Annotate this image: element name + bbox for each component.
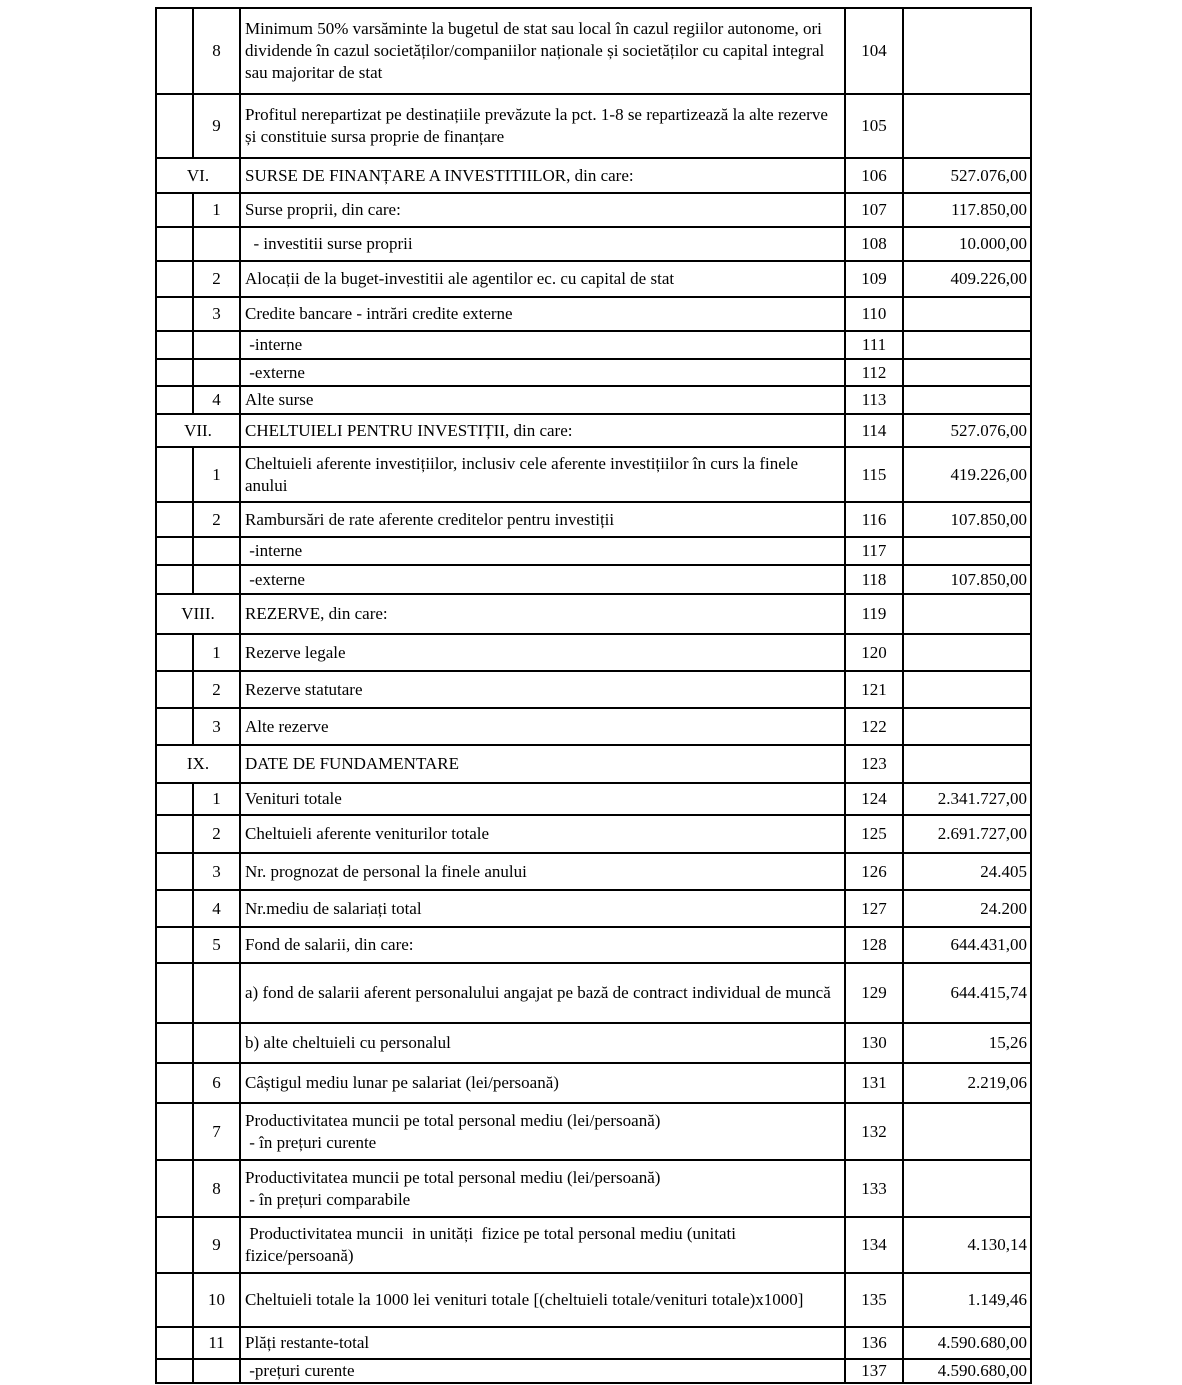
table-row	[156, 708, 1031, 745]
item-number-cell	[193, 1359, 240, 1383]
description-cell: - investitii surse proprii	[240, 227, 845, 261]
description-cell: Alocații de la buget-investitii ale agentilor ec. cu capital de stat	[240, 261, 845, 297]
description-cell: REZERVE, din care:	[240, 594, 845, 634]
description-cell: Cheltuieli totale la 1000 lei venituri totale [(cheltuieli totale/venituri totale)x1000]	[240, 1273, 845, 1327]
row-code-cell: 131	[845, 1063, 903, 1103]
description-cell: Productivitatea muncii pe total personal mediu (lei/persoană) - în prețuri comparabile	[240, 1160, 845, 1217]
item-number-cell: 4	[193, 890, 240, 927]
item-number-cell: 8	[193, 1160, 240, 1217]
row-code-cell: 130	[845, 1023, 903, 1063]
table-row	[156, 890, 1031, 927]
section-cell: VI.	[156, 158, 240, 193]
description-cell: Fond de salarii, din care:	[240, 927, 845, 963]
row-code-cell: 106	[845, 158, 903, 193]
description-cell: Profitul nerepartizat pe destinațiile prevăzute la pct. 1-8 se repartizează la alte rezerve și constituie sursa proprie de finanțare	[240, 94, 845, 158]
description-cell: Alte rezerve	[240, 708, 845, 745]
item-number-cell: 2	[193, 671, 240, 708]
value-cell: 117.850,00	[903, 193, 1031, 227]
value-cell: 24.200	[903, 890, 1031, 927]
table-row	[156, 745, 1031, 783]
section-cell	[156, 1217, 193, 1273]
row-code-cell: 119	[845, 594, 903, 634]
section-cell	[156, 671, 193, 708]
table-row	[156, 1063, 1031, 1103]
description-cell: Surse proprii, din care:	[240, 193, 845, 227]
section-cell	[156, 502, 193, 537]
row-code-cell: 124	[845, 783, 903, 815]
row-code-cell: 115	[845, 447, 903, 502]
section-cell	[156, 537, 193, 565]
description-cell: CHELTUIELI PENTRU INVESTIȚII, din care:	[240, 414, 845, 447]
item-number-cell: 6	[193, 1063, 240, 1103]
row-code-cell: 126	[845, 853, 903, 890]
row-code-cell: 110	[845, 297, 903, 331]
description-cell: Minimum 50% varsăminte la bugetul de stat sau local în cazul regiilor autonome, ori dividende în cazul societăților/companiilor naționale și societăților cu capital integral sau majoritar de stat	[240, 8, 845, 94]
table-row	[156, 537, 1031, 565]
row-code-cell: 114	[845, 414, 903, 447]
item-number-cell: 1	[193, 783, 240, 815]
row-code-cell: 136	[845, 1327, 903, 1359]
section-cell	[156, 708, 193, 745]
item-number-cell: 9	[193, 94, 240, 158]
section-cell	[156, 193, 193, 227]
section-cell	[156, 1359, 193, 1383]
row-code-cell: 122	[845, 708, 903, 745]
value-cell	[903, 386, 1031, 414]
section-cell	[156, 227, 193, 261]
item-number-cell	[193, 331, 240, 359]
row-code-cell: 133	[845, 1160, 903, 1217]
budget-table	[155, 7, 1032, 1384]
row-code-cell: 111	[845, 331, 903, 359]
section-cell	[156, 1063, 193, 1103]
value-cell	[903, 8, 1031, 94]
row-code-cell: 105	[845, 94, 903, 158]
row-code-cell: 117	[845, 537, 903, 565]
description-cell: Rezerve statutare	[240, 671, 845, 708]
item-number-cell	[193, 565, 240, 594]
item-number-cell: 4	[193, 386, 240, 414]
table-row	[156, 927, 1031, 963]
section-cell	[156, 297, 193, 331]
row-code-cell: 109	[845, 261, 903, 297]
row-code-cell: 125	[845, 815, 903, 853]
section-cell	[156, 331, 193, 359]
value-cell	[903, 708, 1031, 745]
section-cell	[156, 1327, 193, 1359]
description-cell: Credite bancare - intrări credite externe	[240, 297, 845, 331]
row-code-cell: 132	[845, 1103, 903, 1160]
section-cell	[156, 359, 193, 386]
table-row	[156, 193, 1031, 227]
section-cell	[156, 927, 193, 963]
description-cell: b) alte cheltuieli cu personalul	[240, 1023, 845, 1063]
budget-table-body	[156, 8, 1031, 1383]
item-number-cell: 1	[193, 193, 240, 227]
row-code-cell: 137	[845, 1359, 903, 1383]
section-cell	[156, 1023, 193, 1063]
section-cell: VII.	[156, 414, 240, 447]
value-cell: 409.226,00	[903, 261, 1031, 297]
table-row	[156, 1023, 1031, 1063]
value-cell: 15,26	[903, 1023, 1031, 1063]
row-code-cell: 128	[845, 927, 903, 963]
row-code-cell: 113	[845, 386, 903, 414]
table-row	[156, 565, 1031, 594]
table-row	[156, 261, 1031, 297]
section-cell	[156, 963, 193, 1023]
description-cell: -interne	[240, 331, 845, 359]
value-cell: 107.850,00	[903, 502, 1031, 537]
table-row	[156, 594, 1031, 634]
value-cell: 2.219,06	[903, 1063, 1031, 1103]
description-cell: Nr.mediu de salariați total	[240, 890, 845, 927]
value-cell: 419.226,00	[903, 447, 1031, 502]
value-cell	[903, 634, 1031, 671]
table-row	[156, 963, 1031, 1023]
item-number-cell	[193, 227, 240, 261]
table-row	[156, 1160, 1031, 1217]
section-cell: IX.	[156, 745, 240, 783]
description-cell: Productivitatea muncii pe total personal mediu (lei/persoană) - în prețuri curente	[240, 1103, 845, 1160]
table-row	[156, 158, 1031, 193]
table-row	[156, 414, 1031, 447]
row-code-cell: 104	[845, 8, 903, 94]
value-cell	[903, 537, 1031, 565]
row-code-cell: 108	[845, 227, 903, 261]
description-cell: DATE DE FUNDAMENTARE	[240, 745, 845, 783]
table-row	[156, 8, 1031, 94]
table-row	[156, 1327, 1031, 1359]
row-code-cell: 118	[845, 565, 903, 594]
table-row	[156, 1103, 1031, 1160]
row-code-cell: 127	[845, 890, 903, 927]
row-code-cell: 135	[845, 1273, 903, 1327]
value-cell: 527.076,00	[903, 158, 1031, 193]
section-cell	[156, 634, 193, 671]
value-cell	[903, 1160, 1031, 1217]
item-number-cell: 2	[193, 502, 240, 537]
item-number-cell: 1	[193, 634, 240, 671]
item-number-cell: 9	[193, 1217, 240, 1273]
item-number-cell: 7	[193, 1103, 240, 1160]
section-cell	[156, 815, 193, 853]
row-code-cell: 112	[845, 359, 903, 386]
item-number-cell: 2	[193, 261, 240, 297]
row-code-cell: 107	[845, 193, 903, 227]
value-cell: 527.076,00	[903, 414, 1031, 447]
item-number-cell: 3	[193, 853, 240, 890]
table-row	[156, 502, 1031, 537]
item-number-cell	[193, 537, 240, 565]
description-cell: Cheltuieli aferente veniturilor totale	[240, 815, 845, 853]
item-number-cell: 3	[193, 297, 240, 331]
value-cell	[903, 594, 1031, 634]
description-cell: Venituri totale	[240, 783, 845, 815]
table-row	[156, 634, 1031, 671]
table-row	[156, 359, 1031, 386]
value-cell	[903, 297, 1031, 331]
section-cell	[156, 8, 193, 94]
value-cell: 24.405	[903, 853, 1031, 890]
description-cell: -externe	[240, 359, 845, 386]
description-cell: Cheltuieli aferente investițiilor, inclusiv cele aferente investițiilor în curs la finele anului	[240, 447, 845, 502]
table-row	[156, 386, 1031, 414]
description-cell: Plăți restante-total	[240, 1327, 845, 1359]
value-cell: 107.850,00	[903, 565, 1031, 594]
description-cell: Rambursări de rate aferente creditelor pentru investiții	[240, 502, 845, 537]
value-cell	[903, 671, 1031, 708]
section-cell: VIII.	[156, 594, 240, 634]
value-cell	[903, 745, 1031, 783]
section-cell	[156, 94, 193, 158]
value-cell: 2.691.727,00	[903, 815, 1031, 853]
item-number-cell: 8	[193, 8, 240, 94]
item-number-cell: 1	[193, 447, 240, 502]
description-cell: -externe	[240, 565, 845, 594]
section-cell	[156, 261, 193, 297]
section-cell	[156, 853, 193, 890]
table-row	[156, 1359, 1031, 1383]
section-cell	[156, 1103, 193, 1160]
value-cell: 644.415,74	[903, 963, 1031, 1023]
value-cell: 4.130,14	[903, 1217, 1031, 1273]
table-row	[156, 227, 1031, 261]
table-row	[156, 94, 1031, 158]
row-code-cell: 123	[845, 745, 903, 783]
value-cell: 644.431,00	[903, 927, 1031, 963]
item-number-cell: 11	[193, 1327, 240, 1359]
row-code-cell: 116	[845, 502, 903, 537]
table-row	[156, 331, 1031, 359]
value-cell	[903, 94, 1031, 158]
value-cell	[903, 331, 1031, 359]
section-cell	[156, 447, 193, 502]
section-cell	[156, 890, 193, 927]
section-cell	[156, 783, 193, 815]
table-row	[156, 1217, 1031, 1273]
description-cell: Alte surse	[240, 386, 845, 414]
description-cell: SURSE DE FINANȚARE A INVESTITIILOR, din care:	[240, 158, 845, 193]
row-code-cell: 121	[845, 671, 903, 708]
value-cell: 4.590.680,00	[903, 1359, 1031, 1383]
row-code-cell: 120	[845, 634, 903, 671]
description-cell: Nr. prognozat de personal la finele anului	[240, 853, 845, 890]
table-row	[156, 1273, 1031, 1327]
table-row	[156, 815, 1031, 853]
item-number-cell: 3	[193, 708, 240, 745]
table-row	[156, 853, 1031, 890]
value-cell: 2.341.727,00	[903, 783, 1031, 815]
section-cell	[156, 565, 193, 594]
row-code-cell: 134	[845, 1217, 903, 1273]
value-cell: 10.000,00	[903, 227, 1031, 261]
row-code-cell: 129	[845, 963, 903, 1023]
description-cell: a) fond de salarii aferent personalului angajat pe bază de contract individual de muncă	[240, 963, 845, 1023]
description-cell: Productivitatea muncii in unități fizice pe total personal mediu (unitati fizice/persoană)	[240, 1217, 845, 1273]
value-cell	[903, 359, 1031, 386]
section-cell	[156, 1273, 193, 1327]
section-cell	[156, 1160, 193, 1217]
description-cell: -prețuri curente	[240, 1359, 845, 1383]
item-number-cell	[193, 359, 240, 386]
item-number-cell: 5	[193, 927, 240, 963]
item-number-cell	[193, 963, 240, 1023]
description-cell: -interne	[240, 537, 845, 565]
table-row	[156, 447, 1031, 502]
table-row	[156, 671, 1031, 708]
section-cell	[156, 386, 193, 414]
item-number-cell: 10	[193, 1273, 240, 1327]
value-cell: 4.590.680,00	[903, 1327, 1031, 1359]
description-cell: Rezerve legale	[240, 634, 845, 671]
value-cell	[903, 1103, 1031, 1160]
item-number-cell: 2	[193, 815, 240, 853]
item-number-cell	[193, 1023, 240, 1063]
value-cell: 1.149,46	[903, 1273, 1031, 1327]
table-row	[156, 783, 1031, 815]
description-cell: Câștigul mediu lunar pe salariat (lei/persoană)	[240, 1063, 845, 1103]
table-row	[156, 297, 1031, 331]
